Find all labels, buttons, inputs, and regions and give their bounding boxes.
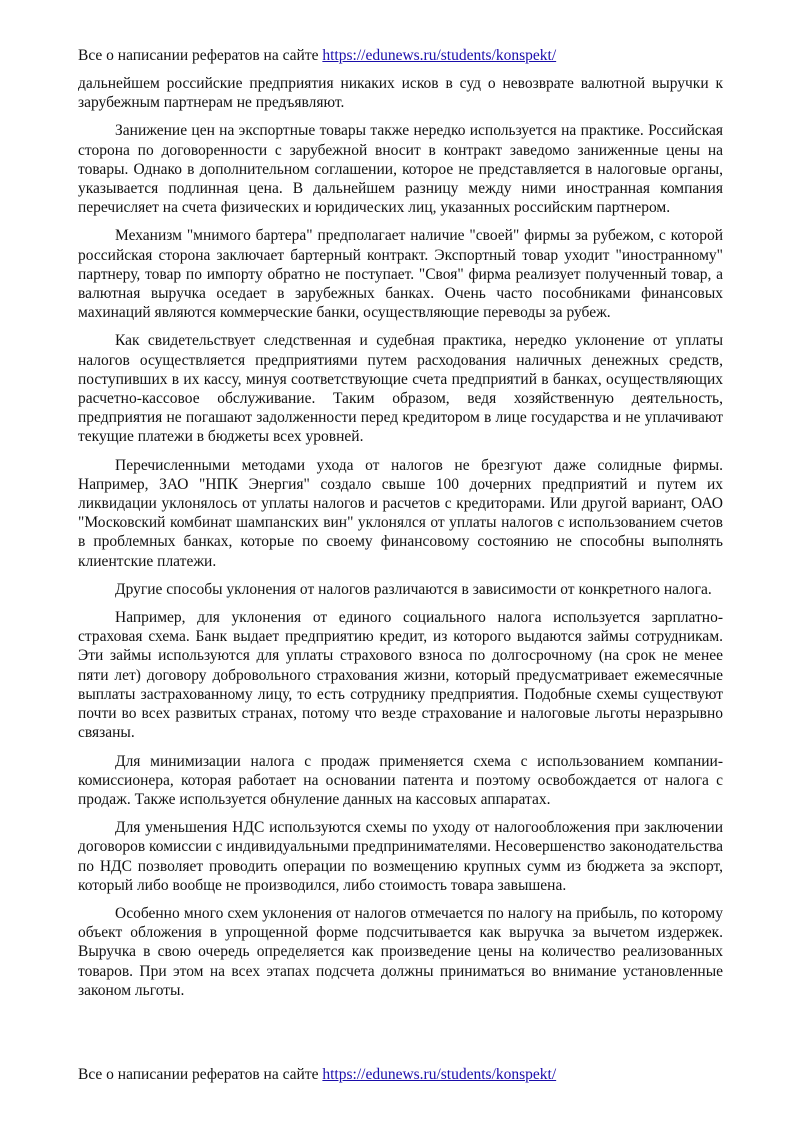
paragraph: Для уменьшения НДС используются схемы по уходу от налогообложения при заключении договоров комиссии с индивидуальными предпринимателями. Несовершенство законодательства по НДС позволяет проводить операции по возмещению крупных сумм из бюджета за экспорт, который либо вообще не производился, либо стоимость товара завышена. — [78, 819, 723, 894]
header-link[interactable]: https://edunews.ru/students/konspekt/ — [322, 47, 557, 64]
paragraph: Например, для уклонения от единого социального налога используется зарплатно-страховая схема. Банк выдает предприятию кредит, из которого выдаются займы сотрудникам. Эти займы используются для уплаты страхового взноса по долгосрочному (на срок не менее пяти лет) договору добровольного страхования жизни, который предусматривает ежемесячные выплаты застрахованному лицу, то есть сотруднику предприятия. Подобные схемы существуют почти во всех развитых странах, потому что везде страхование и налоговые льготы неразрывно связаны. — [78, 609, 723, 742]
paragraph: Механизм "мнимого бартера" предполагает наличие "своей" фирмы за рубежом, с которой российская сторона заключает бартерный контракт. Экспортный товар уходит "иностранному" партнеру, товар по импорту обратно не поступает. "Своя" фирма реализует полученный товар, а валютная выручка оседает в зарубежных банках. Очень часто пособниками финансовых махинаций являются коммерческие банки, осуществляющие переводы за рубеж. — [78, 227, 723, 322]
document-body — [78, 74, 723, 1009]
page-footer — [78, 1065, 556, 1085]
paragraph: Перечисленными методами ухода от налогов не брезгуют даже солидные фирмы. Например, ЗАО "НПК Энергия" создало свыше 100 дочерних предприятий и путем их ликвидации уклонялось от уплаты налогов и расчетов с кредиторами. Или другой вариант, ОАО "Московский комбинат шампанских вин" уклонялся от уплаты налогов с использованием счетов в проблемных банках, которые по своему финансовому состоянию не способны выполнять клиентские платежи. — [78, 456, 723, 570]
paragraph: Для минимизации налога с продаж применяется схема с использованием компании-комиссионера, которая работает на основании патента и поэтому освобождается от налога с продаж. Также используется обнуление данных на кассовых аппаратах. — [78, 752, 723, 808]
paragraph: Как свидетельствует следственная и судебная практика, нередко уклонение от уплаты налогов осуществляется предприятиями путем расходования наличных денежных средств, поступивших в их кассу, минуя соответствующие счета предприятий в банках, осуществляющих расчетно-кассовое обслуживание. Таким образом, ведя хозяйственную деятельность, предприятия не погашают задолженности перед кредитором в лице государства и не уплачивают текущие платежи в бюджеты всех уровней. — [78, 332, 723, 446]
document-page — [78, 0, 723, 1131]
footer-link[interactable]: https://edunews.ru/students/konspekt/ — [322, 1066, 557, 1083]
paragraph: дальнейшем российские предприятия никаких исков в суд о невозврате валютной выручки к зарубежным партнерам не предъявляют. — [78, 75, 723, 112]
paragraph: Другие способы уклонения от налогов различаются в зависимости от конкретного налога. — [115, 580, 712, 598]
page-header — [78, 46, 556, 66]
header-text: Все о написании рефератов на сайте — [78, 47, 323, 64]
paragraph: Особенно много схем уклонения от налогов отмечается по налогу на прибыль, по которому объект обложения в упрощенной форме подсчитывается как выручка за вычетом издержек. Выручка в свою очередь определяется как произведение цены на количество реализованных товаров. При этом на всех этапах подсчета должны приниматься во внимание установленные законом льготы. — [78, 904, 723, 999]
footer-text: Все о написании рефератов на сайте — [78, 1066, 323, 1083]
paragraph: Занижение цен на экспортные товары также нередко используется на практике. Российская сторона по договоренности с зарубежной вносит в контракт заведомо заниженные цены на товары. Однако в дополнительном соглашении, которое не представляется в налоговые органы, указывается подлинная цена. В дальнейшем разницу между ними иностранная компания перечисляет на счета физических и юридических лиц, указанных российским партнером. — [78, 122, 723, 217]
